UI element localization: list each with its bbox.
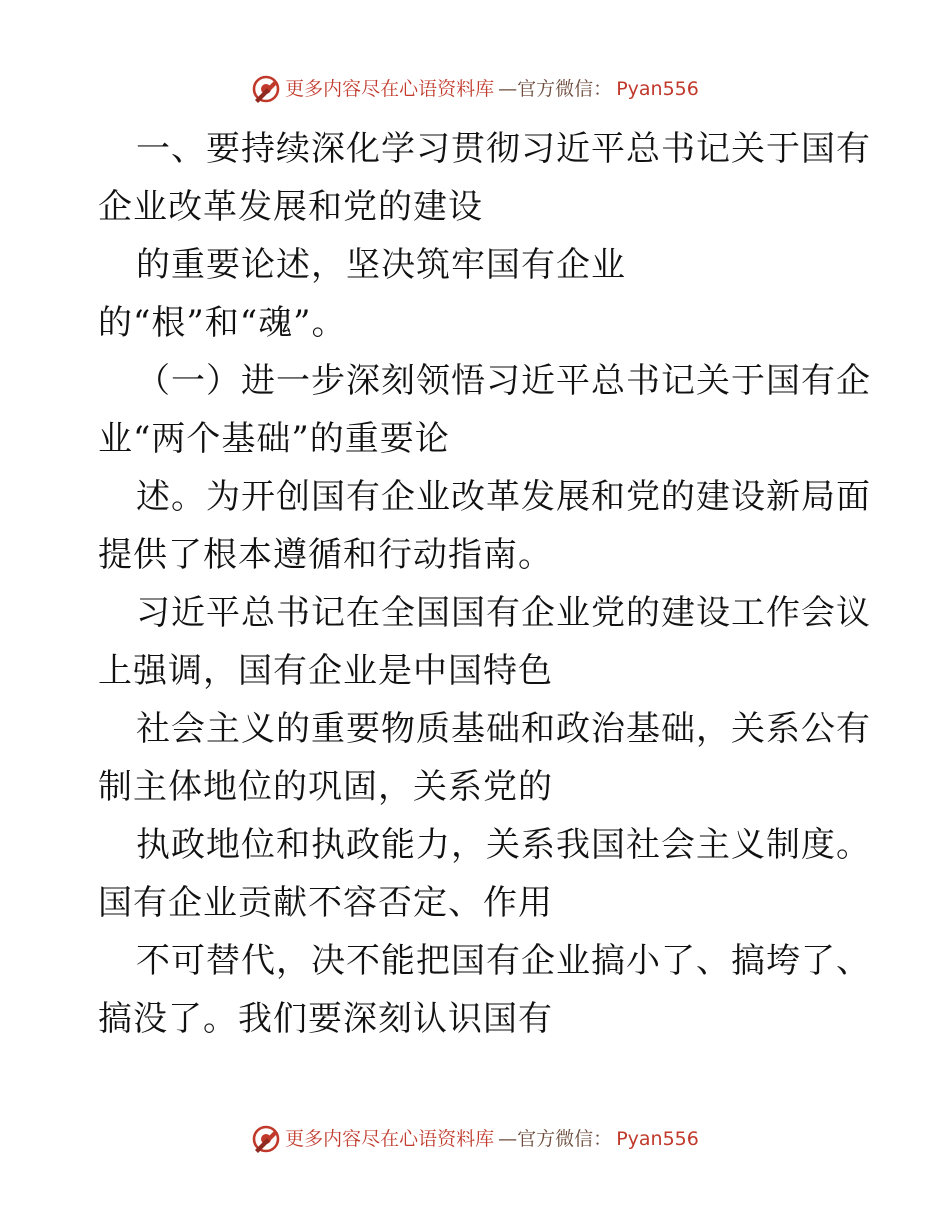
- header-banner: [0, 74, 950, 104]
- footer-banner: [0, 1124, 950, 1154]
- paragraph-line: 社会主义的重要物质基础和政治基础，关系公有: [136, 709, 871, 749]
- paragraph-line: 习近平总书记在全国国有企业党的建设工作会议: [136, 593, 871, 633]
- paragraph-line: 一、要持续深化学习贯彻习近平总书记关于国有: [136, 129, 871, 169]
- paragraph-line: 提供了根本遵循和行动指南。: [98, 535, 553, 575]
- section-heading-line: 业“两个基础”的重要论: [98, 419, 450, 459]
- banner-wechat-label: —官方微信：: [498, 78, 613, 100]
- section-heading-line: （一）进一步深刻领悟习近平总书记关于国有企: [136, 361, 871, 401]
- paragraph-line: 述。为开创国有企业改革发展和党的建设新局面: [136, 477, 871, 517]
- pen-circle-logo-icon: [251, 74, 281, 104]
- banner-wechat-id: Pyan556: [616, 78, 699, 100]
- paragraph-line: 上强调，国有企业是中国特色: [98, 651, 553, 691]
- pen-circle-logo-icon: [251, 1124, 281, 1154]
- paragraph-line: 制主体地位的巩固，关系党的: [98, 767, 553, 807]
- paragraph-line: 国有企业贡献不容否定、作用: [98, 883, 553, 923]
- paragraph-line: 企业改革发展和党的建设: [98, 187, 483, 227]
- paragraph-line: 的重要论述，坚决筑牢国有企业: [136, 245, 626, 285]
- banner-library-text: 更多内容尽在心语资料库: [285, 1128, 495, 1150]
- paragraph-line: 的“根”和“魂”。: [98, 303, 347, 343]
- paragraph-line: 搞没了。我们要深刻认识国有: [98, 999, 553, 1039]
- banner-wechat-id: Pyan556: [616, 1128, 699, 1150]
- banner-wechat-label: —官方微信：: [498, 1128, 613, 1150]
- banner-library-text: 更多内容尽在心语资料库: [285, 78, 495, 100]
- document-body: [98, 120, 871, 1048]
- paragraph-line: 执政地位和执政能力，关系我国社会主义制度。: [136, 825, 871, 865]
- paragraph-line: 不可替代，决不能把国有企业搞小了、搞垮了、: [136, 941, 871, 981]
